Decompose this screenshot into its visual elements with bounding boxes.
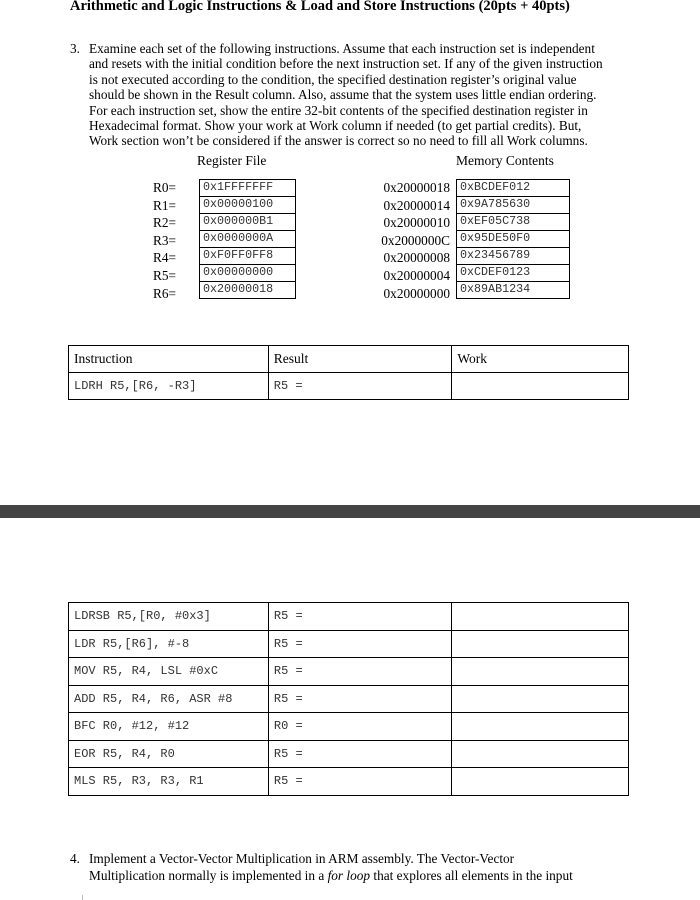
instruction-cell: LDRH R5,[R6, -R3] — [69, 373, 269, 400]
question-number: 3. — [70, 41, 80, 56]
register-label: R0= — [152, 180, 176, 195]
memory-address: 0x2000000C — [381, 232, 450, 248]
question-number: 4. — [70, 851, 80, 866]
work-cell[interactable] — [452, 713, 629, 741]
memory-address: 0x20000018 — [383, 180, 450, 195]
memory-values — [456, 179, 570, 299]
table-row — [69, 603, 629, 631]
work-header: Work — [452, 346, 629, 373]
register-label: R4= — [152, 250, 176, 266]
result-cell[interactable]: R0 = — [268, 713, 452, 741]
question-line: For each instruction set, show the entire 32-bit contents of the specified destination register in — [89, 102, 588, 118]
memory-value: 0x9A785630 — [456, 197, 570, 214]
memory-contents-heading: Memory Contents — [456, 153, 554, 168]
register-value: 0xF0FF0FF8 — [199, 248, 296, 265]
work-cell[interactable] — [452, 740, 629, 768]
question-3-text — [89, 41, 629, 149]
margin-mark — [82, 895, 83, 900]
register-value: 0x00000000 — [199, 265, 296, 282]
result-cell[interactable]: R5 = — [268, 373, 452, 400]
instruction-table-continued — [68, 602, 629, 796]
memory-address: 0x20000000 — [383, 285, 450, 301]
result-cell[interactable]: R5 = — [268, 740, 452, 768]
result-cell[interactable]: R5 = — [268, 603, 452, 631]
instruction-cell: LDR R5,[R6], #-8 — [69, 630, 269, 658]
work-cell[interactable] — [452, 768, 629, 796]
question-text: that explores all elements in the input — [370, 868, 573, 883]
memory-address: 0x20000014 — [383, 197, 450, 213]
table-row — [69, 658, 629, 686]
instruction-cell: BFC R0, #12, #12 — [69, 713, 269, 741]
work-cell[interactable] — [452, 685, 629, 713]
register-values — [199, 179, 296, 299]
register-value: 0x20000018 — [199, 282, 296, 299]
page-break-bar — [0, 505, 700, 518]
result-cell[interactable]: R5 = — [268, 768, 452, 796]
instruction-cell: EOR R5, R4, R0 — [69, 740, 269, 768]
work-cell[interactable] — [452, 603, 629, 631]
table-row — [69, 685, 629, 713]
memory-value: 0xEF05C738 — [456, 214, 570, 231]
table-header-row — [69, 346, 629, 373]
result-header: Result — [268, 346, 452, 373]
table-row — [69, 630, 629, 658]
memory-value: 0xCDEF0123 — [456, 265, 570, 282]
question-line: and resets with the initial condition before the next instruction set. If any of the given instruction — [89, 56, 603, 72]
question-line: Implement a Vector-Vector Multiplication in ARM assembly. The Vector-Vector — [89, 851, 515, 866]
instruction-cell: MLS R5, R3, R3, R1 — [69, 768, 269, 796]
result-cell[interactable]: R5 = — [268, 630, 452, 658]
register-value: 0x000000B1 — [199, 214, 296, 231]
register-label: R6= — [152, 285, 176, 301]
memory-value: 0x95DE50F0 — [456, 231, 570, 248]
question-text: Multiplication normally is implemented in a — [89, 868, 328, 883]
section-title: Arithmetic and Logic Instructions & Load and Store Instructions (20pts + 40pts) — [70, 0, 570, 14]
question-4-text — [89, 850, 573, 884]
instruction-header: Instruction — [69, 346, 269, 373]
register-label: R3= — [152, 232, 176, 248]
memory-value: 0x23456789 — [456, 248, 570, 265]
instruction-cell: ADD R5, R4, R6, ASR #8 — [69, 685, 269, 713]
table-row — [69, 740, 629, 768]
question-line: Work section won’t be considered if the answer is correct so no need to fill all Work columns. — [89, 133, 588, 149]
register-label: R2= — [152, 215, 176, 231]
work-cell[interactable] — [452, 373, 629, 400]
register-value: 0x0000000A — [199, 231, 296, 248]
register-file-heading: Register File — [197, 153, 267, 168]
question-emphasis: for loop — [327, 868, 371, 883]
register-value: 0x00000100 — [199, 197, 296, 214]
memory-value: 0x89AB1234 — [456, 282, 570, 299]
question-line: Hexadecimal format. Show your work at Work column if needed (to get partial credits). But, — [89, 118, 582, 134]
instruction-table — [68, 345, 629, 400]
register-label: R1= — [152, 197, 176, 213]
result-cell[interactable]: R5 = — [268, 685, 452, 713]
table-row — [69, 373, 629, 400]
instruction-cell: MOV R5, R4, LSL #0xC — [69, 658, 269, 686]
table-row — [69, 713, 629, 741]
question-line: is not executed according to the condition, the specified destination register’s original value — [89, 71, 577, 87]
register-labels — [136, 179, 176, 302]
question-line: Examine each set of the following instructions. Assume that each instruction set is independent — [89, 41, 595, 56]
result-cell[interactable]: R5 = — [268, 658, 452, 686]
question-line — [89, 867, 573, 884]
register-label: R5= — [152, 267, 176, 283]
work-cell[interactable] — [452, 630, 629, 658]
memory-address: 0x20000004 — [383, 267, 450, 283]
table-row — [69, 768, 629, 796]
work-cell[interactable] — [452, 658, 629, 686]
memory-value: 0xBCDEF012 — [456, 179, 570, 197]
question-line: should be shown in the Result column. Also, assume that the system uses little endian ordering. — [89, 87, 597, 103]
memory-address: 0x20000008 — [383, 250, 450, 266]
instruction-cell: LDRSB R5,[R0, #0x3] — [69, 603, 269, 631]
register-value: 0x1FFFFFFF — [199, 179, 296, 197]
memory-address: 0x20000010 — [383, 215, 450, 231]
memory-addresses — [370, 179, 450, 302]
